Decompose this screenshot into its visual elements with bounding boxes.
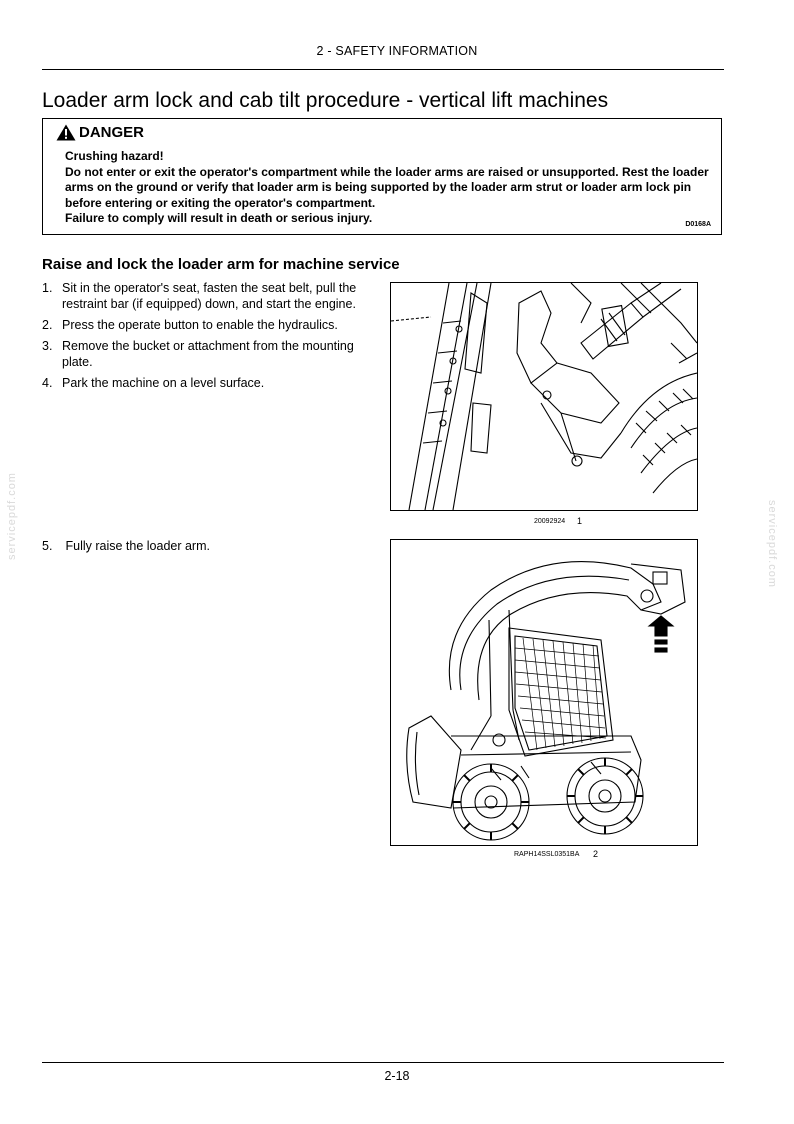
list-item <box>42 375 382 391</box>
step-number: 2. <box>42 318 53 332</box>
step-number: 4. <box>42 376 53 390</box>
danger-heading <box>56 124 144 141</box>
figure-1-code: 20092924 <box>534 518 566 525</box>
step-text: Fully raise the loader arm. <box>65 539 210 553</box>
watermark-right: servicepdf.com <box>766 500 778 588</box>
step-number: 3. <box>42 339 53 353</box>
procedure-steps <box>42 280 382 396</box>
step-text: Remove the bucket or attachment from the mounting plate. <box>62 339 354 369</box>
page-number: 2-18 <box>384 1069 410 1083</box>
step-text: Press the operate button to enable the hydraulics. <box>62 318 338 332</box>
step-number: 1. <box>42 281 53 295</box>
figure-2-number: 2 <box>593 849 599 859</box>
danger-code: D0168A <box>685 221 711 228</box>
list-item <box>42 317 382 333</box>
danger-line: Do not enter or exit the operator's compartment while the loader arms are raised or unsupported. Rest the loader arms on the ground or verify that loader arm is being supported by the loader arm strut or loader arm lock pin before entering or exiting the operator's compartment. <box>65 164 709 210</box>
step-5 <box>42 538 210 554</box>
danger-line: Crushing hazard! <box>65 149 164 163</box>
figure-2-skid-steer-raised-arm <box>390 539 698 846</box>
list-item <box>42 280 382 312</box>
loader-arm-closeup-illustration <box>391 283 697 510</box>
step-text: Park the machine on a level surface. <box>62 376 265 390</box>
step-number: 5. <box>42 539 53 553</box>
figure-2-code: RAPH14SSL0351BA <box>514 851 580 858</box>
danger-box <box>42 118 722 235</box>
page-title: Loader arm lock and cab tilt procedure - vertical lift machines <box>42 89 609 112</box>
danger-line: Failure to comply will result in death or serious injury. <box>65 211 373 225</box>
figure-1-loader-arm-closeup <box>390 282 698 511</box>
list-item <box>42 338 382 370</box>
watermark-left: servicepdf.com <box>6 472 18 560</box>
header-divider <box>42 69 724 70</box>
danger-label: DANGER <box>79 124 145 141</box>
step-text: Sit in the operator's seat, fasten the seat belt, pull the restraint bar (if equipped) down, and start the engine. <box>62 281 357 311</box>
header-section-title: 2 - SAFETY INFORMATION <box>316 44 478 58</box>
skid-steer-illustration <box>391 540 697 845</box>
section-heading: Raise and lock the loader arm for machine service <box>42 256 400 273</box>
danger-message <box>65 149 715 227</box>
warning-triangle-icon <box>56 124 76 141</box>
figure-1-number: 1 <box>577 516 583 526</box>
footer-divider <box>42 1062 724 1063</box>
